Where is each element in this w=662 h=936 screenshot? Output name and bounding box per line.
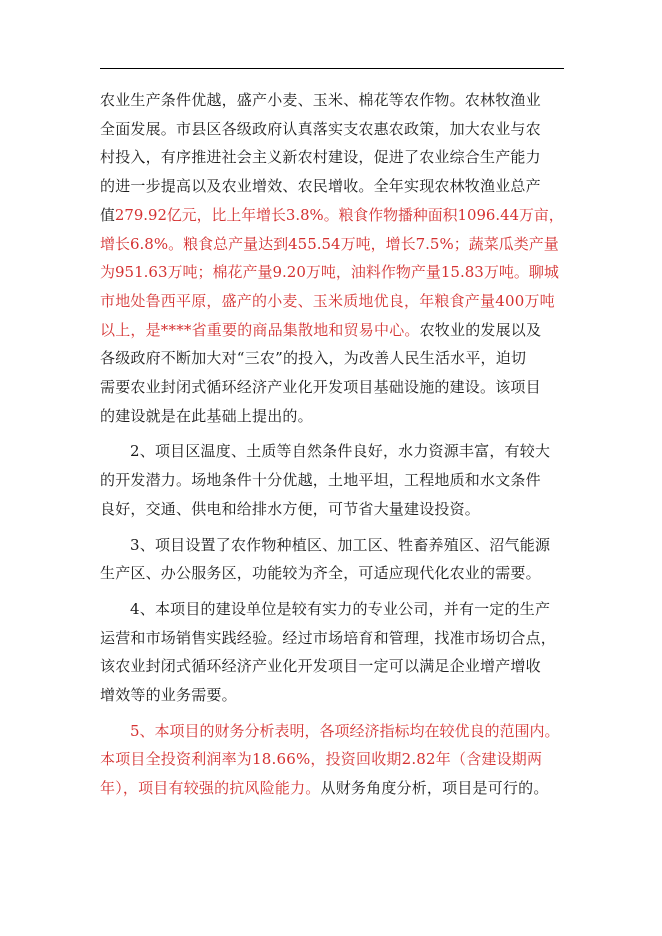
- text-line: [100, 746, 542, 772]
- highlighted-text: 本项目全投资利润率为18.66%，投资回收期2.82年（含建设期两: [100, 750, 543, 769]
- body-text: 村投入，有序推进社会主义新农村建设，促进了农业综合生产能力: [100, 148, 541, 167]
- highlighted-text: 年），项目有较强的抗风险能力。: [100, 779, 321, 798]
- text-line: [100, 173, 541, 199]
- text-line: [100, 775, 549, 801]
- body-text: 需要农业封闭式循环经济产业化开发项目基础设施的建设。该项目: [100, 378, 541, 396]
- body-text: 农牧业的发展以及: [419, 320, 542, 339]
- text-line: [100, 560, 541, 586]
- body-text: 的进一步提高以及农业增效、农民增收。全年实现农林牧渔业总产: [100, 177, 541, 196]
- text-line: [100, 374, 541, 400]
- body-text: 的开发潜力。场地条件十分优越，土地平坦，工程地质和水文条件: [100, 471, 541, 490]
- text-line: [100, 116, 541, 142]
- body-text: 该农业封闭式循环经济产业化开发项目一定可以满足企业增产增收: [100, 657, 541, 676]
- body-text: 值: [100, 205, 115, 224]
- body-text: 4、本项目的建设单位是较有实力的专业公司，并有一定的生产: [130, 599, 551, 618]
- body-text: 2、项目区温度、土质等自然条件良好，水力资源丰富，有较大: [130, 442, 551, 461]
- text-line: [130, 532, 550, 558]
- body-text: 的建设就是在此基础上提出的。: [100, 406, 313, 425]
- text-line: [100, 682, 237, 708]
- text-line: [100, 144, 541, 170]
- text-line: [100, 345, 526, 371]
- body-text: 全面发展。市县区各级政府认真落实支农惠农政策，加大农业与农: [100, 119, 541, 138]
- text-line: [100, 202, 564, 228]
- text-line: [130, 718, 560, 744]
- body-text: 3、项目设置了农作物种植区、加工区、牲畜养殖区、沼气能源: [130, 535, 551, 554]
- highlighted-text: 增长6.8%。粮食总产量达到455.54万吨，增长7.5%；蔬菜瓜类产量: [100, 234, 559, 253]
- body-text: 运营和市场销售实践经验。经过市场培育和管理，找准市场切合点，: [100, 628, 557, 647]
- text-line: [100, 259, 559, 285]
- highlighted-text: 以上，是****省重要的商品集散地和贸易中心。: [100, 320, 420, 339]
- highlighted-text: 为951.63万吨；棉花产量9.20万吨，油料作物产量15.83万吨。聊城: [100, 263, 559, 282]
- text-line: [100, 87, 541, 113]
- body-text: 良好，交通、供电和给排水方便，可节省大量建设投资。: [100, 499, 481, 518]
- body-text: 各级政府不断加大对“三农”的投入，为改善人民生活水平，迫切: [100, 349, 527, 368]
- highlighted-text: 5、本项目的财务分析表明，各项经济指标均在较优良的范围内。: [130, 721, 560, 740]
- text-line: [130, 596, 550, 622]
- body-text: 生产区、办公服务区，功能较为齐全，可适应现代化农业的需要。: [100, 564, 541, 583]
- text-line: [100, 288, 555, 314]
- highlighted-text: 279.92亿元，比上年增长3.8%。粮食作物播种面积1096.44万亩，: [114, 205, 564, 224]
- body-text: 农业生产条件优越，盛产小麦、玉米、棉花等农作物。农林牧渔业: [100, 91, 541, 109]
- text-line: [100, 467, 541, 493]
- body-text: 从财务角度分析，项目是可行的。: [320, 779, 549, 798]
- text-line: [130, 438, 550, 464]
- body-text: 增效等的业务需要。: [100, 686, 237, 704]
- text-line: [100, 317, 541, 343]
- text-line: [100, 496, 480, 522]
- text-line: [100, 231, 559, 257]
- text-line: [100, 403, 313, 429]
- header-rule: [100, 68, 564, 69]
- highlighted-text: 市地处鲁西平原，盛产的小麦、玉米质地优良，年粮食产量400万吨: [100, 291, 555, 310]
- text-line: [100, 653, 541, 679]
- text-line: [100, 625, 556, 651]
